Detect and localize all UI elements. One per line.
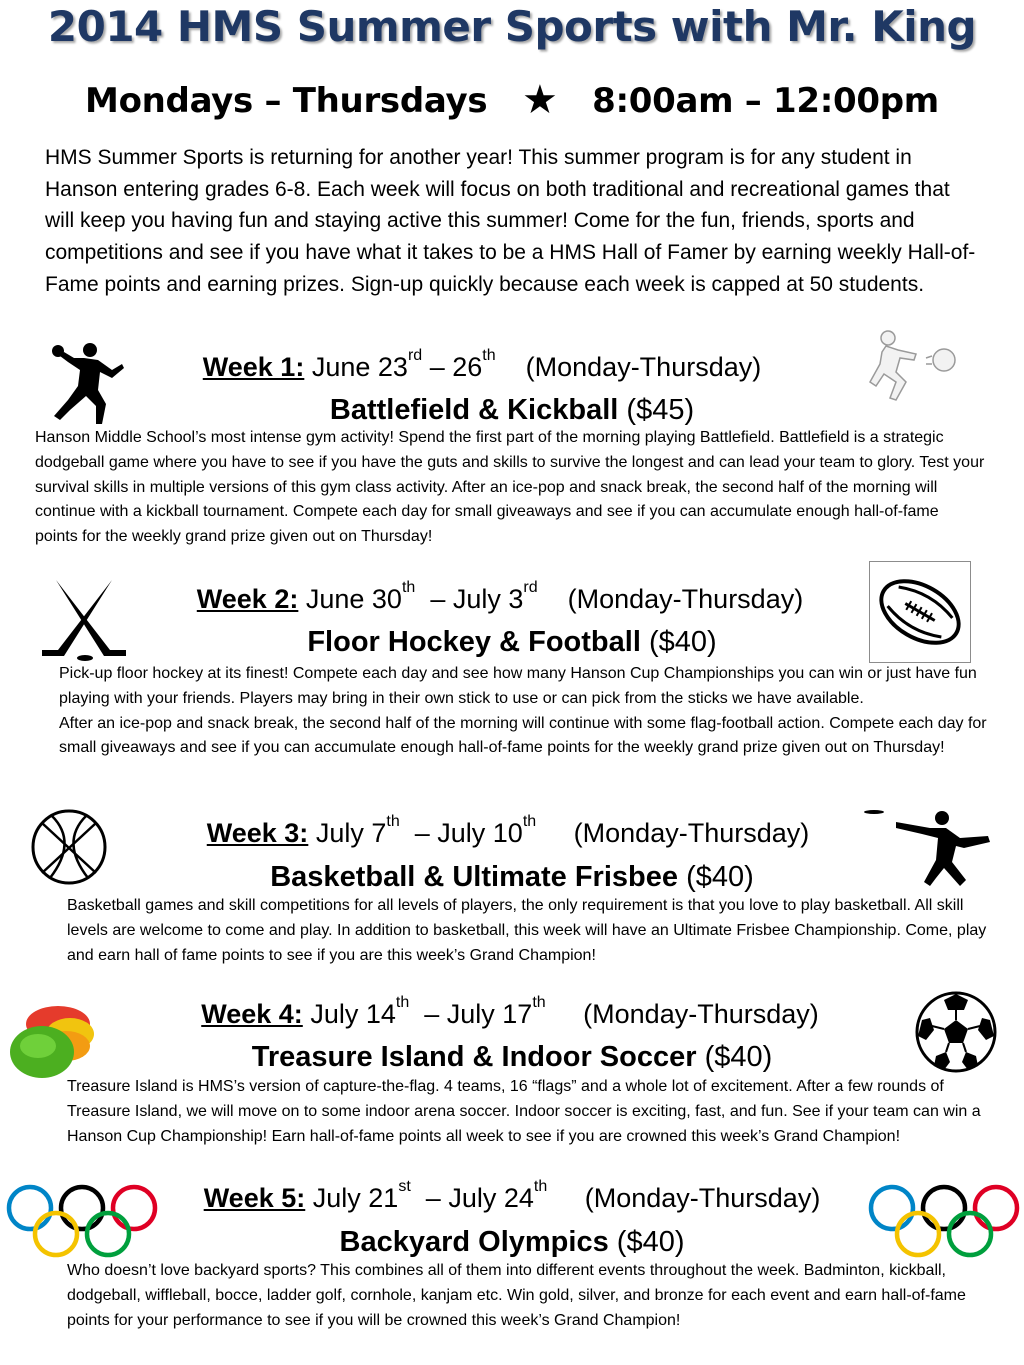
week-5-start-sup: st <box>398 1178 411 1195</box>
week-2-start-sup: th <box>401 579 416 596</box>
week-5-activity: Backyard Olympics <box>339 1226 609 1258</box>
week-3-activity: Basketball & Ultimate Frisbee <box>270 861 678 893</box>
schedule-days: Mondays – Thursdays <box>85 81 488 121</box>
week-1-label: Week 1: <box>202 352 305 382</box>
week-4-activity: Treasure Island & Indoor Soccer <box>251 1041 697 1073</box>
olympic-rings-icon <box>4 1184 160 1260</box>
week-4-description: Treasure Island is HMS’s version of capture-the-flag. 4 teams, 16 “flags” and a whole lot of excitement. After a few rounds of Treasure Island, we will move on to some indoor arena soccer. Indoor soccer is exciting, fast, and fun. See if your team can win a Hanson Cup Championship! Earn hall-of-fame points all week to see if you are crowned this week’s Grand Champion! <box>67 1078 981 1145</box>
week-2-dash: – July 3 <box>430 584 524 614</box>
week-2-label: Week 2: <box>196 584 299 614</box>
week-2-start: June 30 <box>305 584 402 614</box>
week-1-end-sup: th <box>482 347 496 364</box>
week-3-end-sup: th <box>522 813 537 830</box>
week-3-price: ($40) <box>686 861 754 893</box>
week-5-price: ($40) <box>616 1226 685 1258</box>
week-4-start-sup: th <box>395 994 410 1011</box>
week-1-heading <box>0 347 994 383</box>
week-4-end-sup: th <box>532 994 546 1011</box>
week-3-dash: – July 10 <box>414 818 523 848</box>
basketball-icon <box>30 808 108 886</box>
soccer-ball-icon <box>914 990 998 1074</box>
week-5-label: Week 5: <box>203 1183 306 1213</box>
week-1-activity: Battlefield & Kickball <box>329 394 619 426</box>
week-4-title <box>0 1041 1024 1074</box>
week-3-start-sup: th <box>386 813 400 830</box>
week-2-price: ($40) <box>648 626 717 658</box>
week-1-end: 26 <box>452 352 483 382</box>
week-4-price: ($40) <box>704 1041 773 1073</box>
week-5-start: July 21 <box>312 1183 399 1213</box>
week-3-label: Week 3: <box>206 818 309 848</box>
week-5-description: Who doesn’t love backyard sports? This combines all of them into different events throughout the week. Badminton, kickball, dodgeball, wiffleball, bocce, ladder golf, cornhole, kanjam etc. Win gold, silver, and bronze for each event and earn hall-of-fame points for your performance to see if you will be crowned this week’s Grand Champion! <box>67 1262 966 1329</box>
week-4-heading <box>0 994 1022 1030</box>
intro-paragraph: HMS Summer Sports is returning for another year! This summer program is for any student in Hanson entering grades 6-8. Each week will focus on both traditional and recreational games that will keep you having fun and staying active this summer! Come for the fun, friends, sports and competitions and see if you have what it takes to be a HMS Hall of Famer by earning weekly Hall-of-Fame points and earning prizes. Sign-up quickly because each week is capped at 50 students. <box>45 146 976 296</box>
hockey-sticks-icon <box>38 578 130 664</box>
dodgeball-player-icon <box>40 340 130 430</box>
week-4-start: July 14 <box>310 999 396 1029</box>
week-4-label: Week 4: <box>201 999 303 1029</box>
week-2-heading <box>0 579 1012 615</box>
week-1-start-sup: rd <box>407 347 423 364</box>
football-icon <box>869 561 971 663</box>
kickball-kick-icon <box>866 328 960 406</box>
week-4-dash: – July 17 <box>424 999 533 1029</box>
week-2-days: (Monday-Thursday) <box>567 584 804 614</box>
flyer-title: 2014 HMS Summer Sports with Mr. King <box>47 2 977 51</box>
week-5-dash: – July 24 <box>425 1183 534 1213</box>
week-1-days: (Monday-Thursday) <box>525 352 762 382</box>
week-3-days: (Monday-Thursday) <box>573 818 810 848</box>
week-2-description <box>59 662 994 761</box>
week-4-days: (Monday-Thursday) <box>583 999 819 1029</box>
week-3-description: Basketball games and skill competitions for all levels of players, the only requirement is that you love to play basketball. All skill levels are welcome to come and play. In addition to basketball, this week will have an Ultimate Frisbee Championship. Come, play and earn hall of fame points to see if you are this week’s Grand Champion! <box>67 897 987 964</box>
star-icon: ★ <box>521 77 558 123</box>
week-2-description-p1: Pick-up floor hockey at its finest! Compete each day and see how many Hanson Cup Championships you can win or just have fun playing with your friends. Players may bring in their own stick to use or can pick from the sticks we have available. <box>59 665 977 707</box>
week-1-start: June 23 <box>311 352 408 382</box>
week-2-end-sup: rd <box>523 579 538 596</box>
week-5-end-sup: th <box>533 1178 548 1195</box>
frisbees-icon <box>8 1002 94 1082</box>
week-1-description: Hanson Middle School’s most intense gym activity! Spend the first part of the morning playing Battlefield. Battlefield is a strategic dodgeball game where you have to see if you have the guts and skills to survive the longest and can lead your team to glory. Test your survival skills in multiple versions of this gym class activity. After an ice-pop and snack break, the second half of the morning will continue with a kickball tournament. Compete each day for small giveaways and see if you can accumulate enough hall-of-fame points for the weekly grand prize given out on Thursday! <box>35 429 985 546</box>
week-3-start: July 7 <box>315 818 387 848</box>
schedule-line <box>0 76 1024 122</box>
week-5-days: (Monday-Thursday) <box>584 1183 821 1213</box>
week-2-activity: Floor Hockey & Football <box>307 626 641 658</box>
schedule-hours: 8:00am – 12:00pm <box>592 81 939 121</box>
week-2-description-p2: After an ice-pop and snack break, the second half of the morning will continue with some flag-football action. Compete each day for small giveaways and see if you can accumulate enough hall-of-fame points for the weekly grand prize given out on Thursday! <box>59 714 987 757</box>
week-1-dash: – <box>429 352 445 382</box>
olympic-rings-icon <box>866 1184 1022 1260</box>
frisbee-player-icon <box>860 806 1000 888</box>
week-1-price: ($45) <box>626 394 695 426</box>
